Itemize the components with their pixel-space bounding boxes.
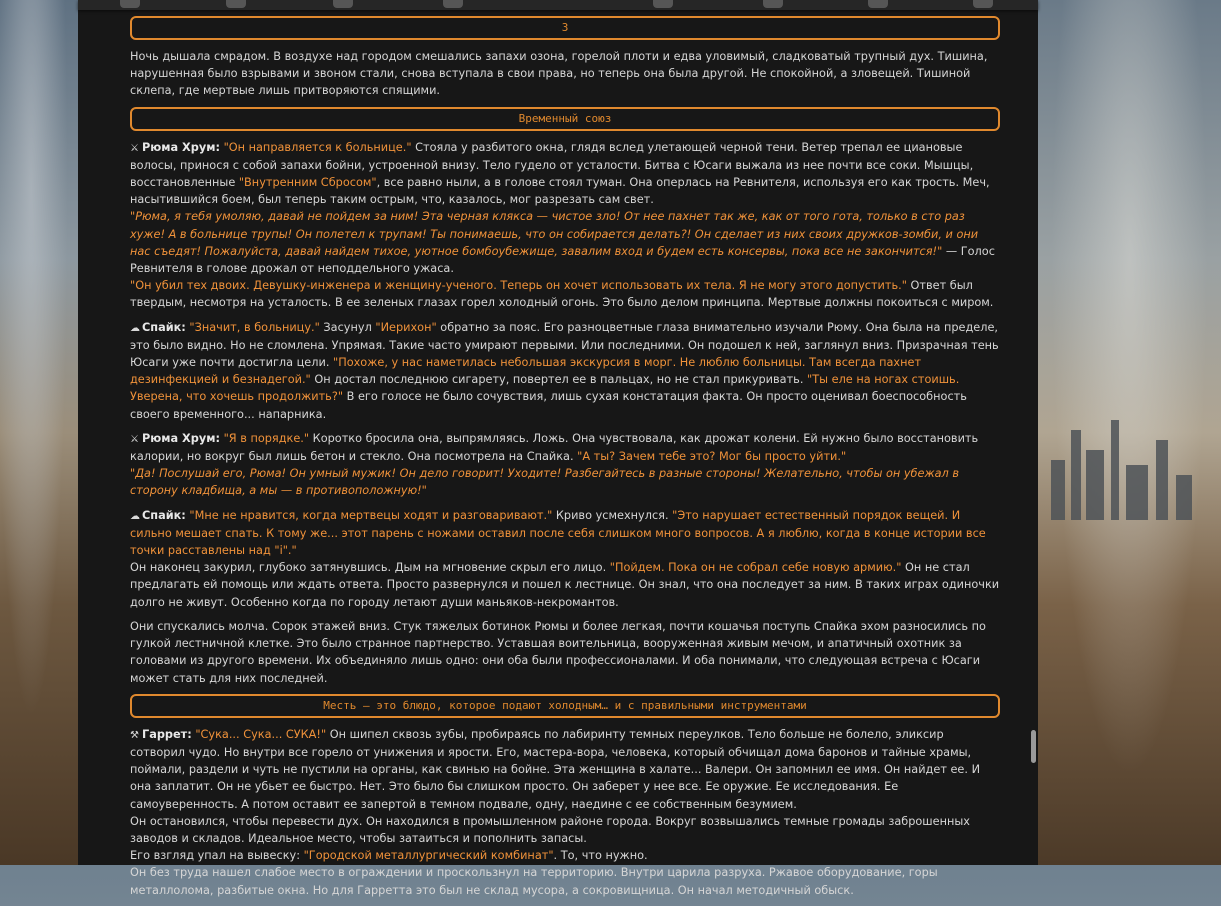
scrollbar-thumb[interactable] <box>1031 730 1036 763</box>
nav-icon-3[interactable] <box>333 0 353 8</box>
spaceship-icon: ☁ <box>130 322 140 334</box>
section-header-temporary-alliance: Временный союз <box>130 107 1000 131</box>
intro-paragraph: Ночь дышала смрадом. В воздухе над городом смешались запахи озона, горелой плоти и едва уловимый, сладковатый трупный дух. Тишина, нарушенная было взрывами и звоном стали, снова вступала в свои права, но теперь она была другой. Не спокойной, а зловещей. Тишиной склепа, где мертвые лишь притворяются спящими. <box>130 50 988 98</box>
swords-icon: ⚔ <box>130 142 139 154</box>
paragraph-ryuma-1: ⚔ Рюма Хрум: "Он направляется к больнице." Стояла у разбитого окна, глядя вслед улетающей черной тени. Ветер трепал ее циановые волосы, принося с собой запахи бойни, устроенной внизу. Тело гудело от усталости. Битва с Юсаги выжала из нее почти все соки. Мышцы, восстановленные "Внутренним Сбросом", все равно ныли, а в голове стоял туман. Она оперлась на Ревнителя, используя его как трость. Меч, насытившийся боем, был теперь таким острым, что, казалось, мог разрезать сам свет. "Рюма, я тебя умоляю, давай не пойдем за ним! Эта черная клякса — чистое зло! От нее пахнет так же, как от того гота, только в сто раз хуже! А в больнице трупы! Он полетел к трупам! Ты понимаешь, что он собирается делать?! Он сделает из них своих дружков-зомби, и они нас съедят! Пожалуйста, давай найдем тихое, уютное бомбоубежище, завалим вход и будем есть консервы, пока все не закончится!" — Голос Ревнителя в голове дрожал от неподдельного ужаса. "Он убил тех двоих. Девушку-инженера и женщину-ученого. Теперь он хочет использовать их тела. Я не могу этого допустить." Ответ был твердым, несмотря на усталость. В ее зеленых глазах горел холодный огонь. Это было делом принципа. Мертвые должны покоиться с миром. <box>130 140 995 310</box>
ruins-silhouette <box>1041 410 1201 520</box>
paragraph-spike-2: ☁ Спайк: "Мне не нравится, когда мертвецы ходят и разговаривают." Криво усмехнулся. "Это нарушает естественный порядок вещей. И сильно мешает спать. К тому же... этот парень с ножами оставил после себя слишком много вопросов. А я люблю, когда в конце истории все точки расставлены над "i"." Он наконец закурил, глубоко затянувшись. Дым на мгновение скрыл его лицо. "Пойдем. Пока он не собрал себе новую армию." Он не стал предлагать ей помощь или ждать ответа. Просто развернулся и пошел к лестнице. Он знал, что она последует за ним. В таких играх одиночки долго не живут. Особенно когда по городу летают души маньяков-некромантов. <box>130 508 1000 609</box>
paragraph-spike-1: ☁ Спайк: "Значит, в больницу." Засунул "Иерихон" обратно за пояс. Его разноцветные глаза внимательно изучали Рюму. Она была на пределе, это было видно. Но не сломлена. Упрямая. Такие часто умирают первыми. Или последними. Он подошел к ней, заглянул вниз. Призрачная тень Юсаги уже почти достигла цели. "Похоже, у нас наметилась небольшая экскурсия в морг. Не люблю больницы. Там всегда пахнет дезинфекцией и безнадегой." Он достал последнюю сигарету, повертел ее в пальцах, но не стал прикуривать. "Ты еле на ногах стоишь. Уверена, что хочешь продолжить?" В его голосе не было сочувствия, лишь сухая констатация факта. Он просто оценивал боеспособность своего временного... напарника. <box>130 320 999 421</box>
nav-icon-7[interactable] <box>868 0 888 8</box>
section-header-number: 3 <box>130 16 1000 40</box>
swords-icon: ⚔ <box>130 433 139 445</box>
sword-voice-quote: "Рюма, я тебя умоляю, давай не пойдем за ним! Эта черная клякса — чистое зло! От нее пахнет так же, как от того гота, только в сто раз хуже! А в больнице трупы! Он полетел к трупам! Ты понимаешь, что он собирается делать?! Он сделает из них своих дружков-зомби, и они нас съедят! Пожалуйста, давай найдем тихое, уютное бомбоубежище, завалим вход и будем есть консервы, пока все не закончится!" <box>130 210 979 258</box>
speaker-name: Спайк: <box>142 320 186 334</box>
nav-icon-2[interactable] <box>226 0 246 8</box>
speaker-name: Спайк: <box>142 508 186 522</box>
background-left <box>0 0 78 865</box>
top-navigation <box>78 0 1038 10</box>
speaker-name: Рюма Хрум: <box>142 140 220 154</box>
nav-icon-4[interactable] <box>443 0 463 8</box>
background-right <box>1038 0 1221 865</box>
paragraph-descent: Они спускались молча. Сорок этажей вниз. Стук тяжелых ботинок Рюмы и более легкая, почти кошачья поступь Спайка эхом разносились по гулкой лестничной клетке. Это было странное партнерство. Уставшая воительница, вооруженная живым мечом, и апатичный охотник за головами из другого времени. Их объединяло лишь одно: они оба были профессионалами. И оба понимали, что следующая встреча с Юсаги может стать для них последней. <box>130 619 986 685</box>
nav-icon-6[interactable] <box>763 0 783 8</box>
paragraph-ryuma-2: ⚔ Рюма Хрум: "Я в порядке." Коротко бросила она, выпрямляясь. Ложь. Она чувствовала, как дрожат колени. Ей нужно было восстановить калории, но вокруг был лишь бетон и стекло. Она посмотрела на Спайка. "А ты? Зачем тебе это? Мог бы просто уйти." "Да! Послушай его, Рюма! Он умный мужик! Он дело говорит! Уходите! Разбегайтесь в разные стороны! Желательно, чтобы он убежал в сторону кладбища, а мы — в противоположную!" <box>130 431 979 498</box>
nav-icon-5[interactable] <box>653 0 673 8</box>
paragraph-garrett: ⚒ Гаррет: "Сука... Сука... СУКА!" Он шипел сквозь зубы, пробираясь по лабиринту темных переулков. Тело больше не болело, эликсир сотворил чудо. Но внутри все горело от унижения и ярости. Его, мастера-вора, человека, который обчищал дома баронов и тайные храмы, поймали, раздели и чуть не пустили на органы, как свинью на бойне. Эта женщина в халате... Валери. Он запомнил ее имя. Он найдет ее. И она заплатит. Он не убьет ее быстро. Нет. Это было бы слишком просто. Он заберет у нее все. Ее оружие. Ее исследования. Ее самоуверенность. А потом оставит ее запертой в темном подвале, одну, наедине с ее собственным безумием. Он остановился, чтобы перевести дух. Он находился в промышленном районе города. Вокруг возвышались темные громады заброшенных заводов и складов. Идеальное место, чтобы затаиться и пополнить запасы. Его взгляд упал на вывеску: "Городской металлургический комбинат". То, что нужно. Он без труда нашел слабое место в ограждении и проскользнул на территорию. Внутри царила разруха. Ржавое оборудование, горы металлолома, разбитые окна. Но для Гарретта это был не склад мусора, а сокровищница. Он начал методичный обыск. <box>130 727 981 897</box>
nav-icon-1[interactable] <box>120 0 140 8</box>
story-panel <box>78 0 1038 897</box>
story-content <box>130 16 1000 906</box>
sword-voice-quote: "Да! Послушай его, Рюма! Он умный мужик! Он дело говорит! Уходите! Разбегайтесь в разные стороны! Желательно, чтобы он убежал в сторону кладбища, а мы — в противоположную!" <box>130 467 960 498</box>
spaceship-icon: ☁ <box>130 510 140 522</box>
section-header-revenge: Месть — это блюдо, которое подают холодным… и с правильными инструментами <box>130 694 1000 718</box>
dagger-icon: ⚒ <box>130 729 139 741</box>
nav-icon-8[interactable] <box>973 0 993 8</box>
speaker-name: Рюма Хрум: <box>142 431 220 445</box>
speaker-name: Гаррет: <box>142 727 192 741</box>
